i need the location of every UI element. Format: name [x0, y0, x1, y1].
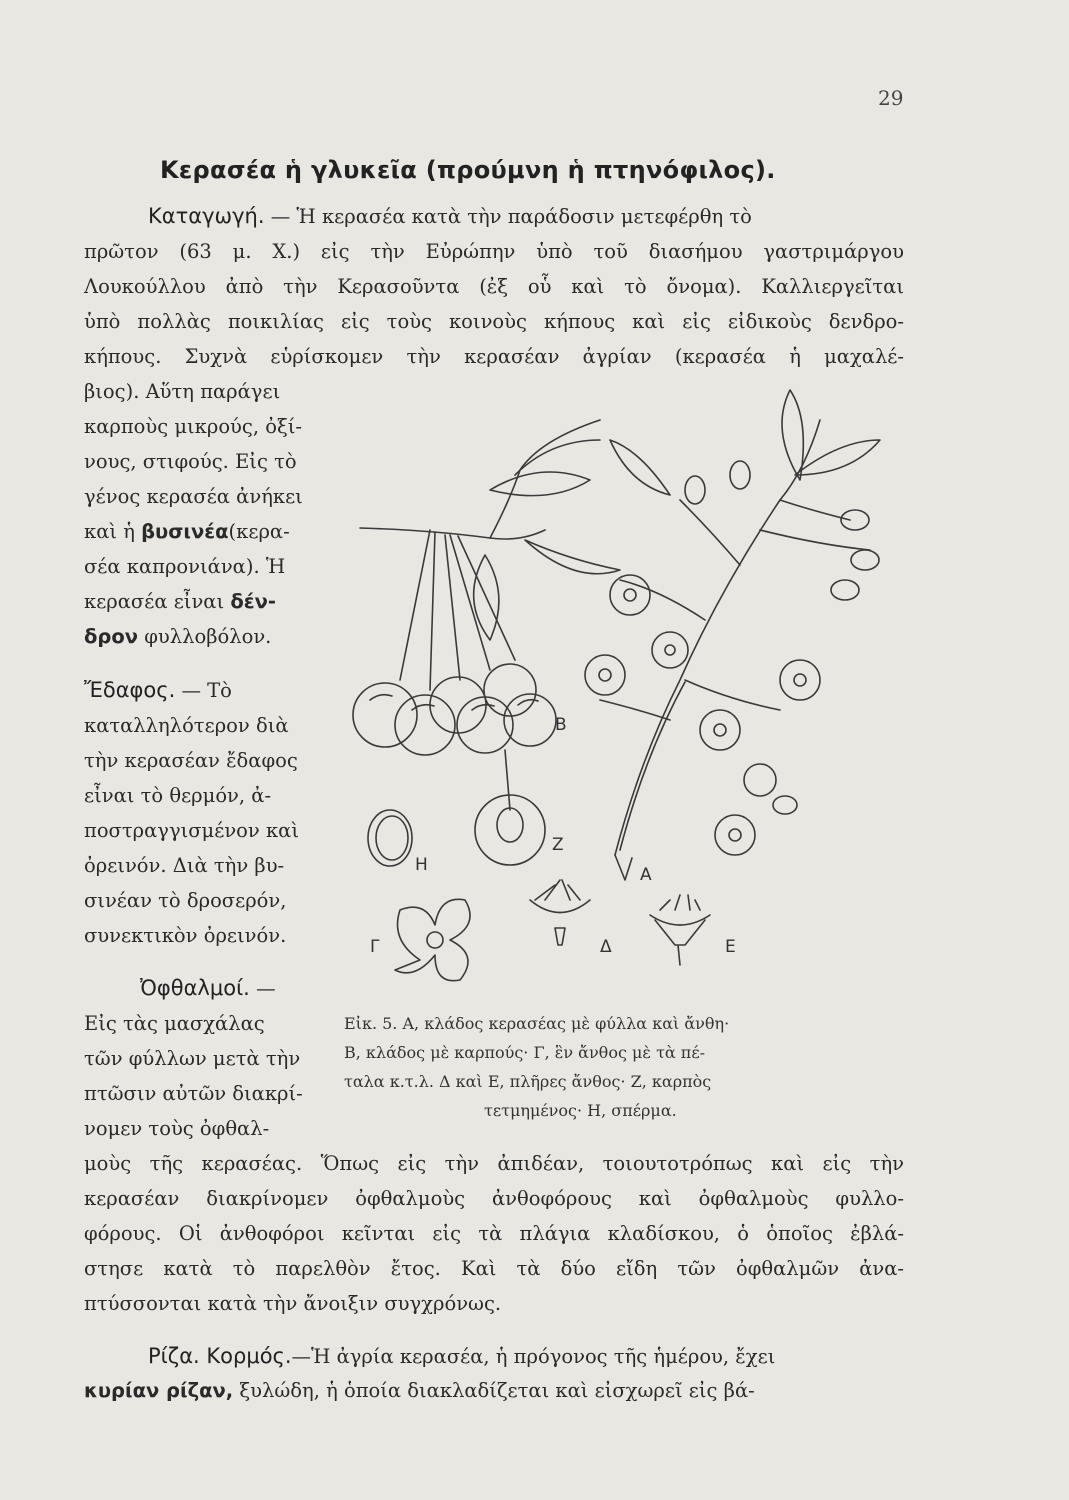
fig-label-z: Ζ: [552, 835, 564, 855]
fig-label-h: Η: [415, 855, 428, 875]
flower-delta: [530, 880, 590, 945]
intro-line-13: δρον φυλλοβόλον.: [84, 625, 272, 648]
buds-line-3: τῶν φύλλων μετὰ τὴν: [84, 1047, 301, 1070]
buds-line-9: στησε κατὰ τὸ παρελθὸν ἔτος. Καὶ τὰ δύο εἴδη τῶν ὀφθαλμῶν ἀνα-: [84, 1257, 904, 1280]
fruit-branch-b: [353, 420, 620, 755]
buds-line-1: Ὀφθαλμοί. —: [140, 976, 276, 1000]
buds-line-5: νομεν τοὺς ὀφθαλ-: [84, 1117, 270, 1140]
page-number: 29: [878, 86, 904, 110]
intro-line-4: ὑπὸ πολλὰς ποικιλίας εἰς τοὺς κοινοὺς κήπους καὶ εἰς εἰδικοὺς δενδρο-: [84, 310, 904, 333]
fig-label-delta: Δ: [600, 937, 612, 957]
soil-line-6: ὀρεινόν. Διὰ τὴν βυ-: [84, 854, 285, 877]
bold-term-root: κυρίαν ρίζαν,: [84, 1379, 234, 1402]
soil-line-2: καταλληλότερον διὰ: [84, 714, 289, 737]
cut-fruit-z: [475, 750, 545, 865]
soil-line-8: συνεκτικὸν ὀρεινόν.: [84, 924, 287, 947]
soil-heading: Ἔδαφος.: [84, 678, 176, 702]
intro-line-10: καὶ ἡ βυσινέα(κερα-: [84, 520, 290, 543]
caption-line-3: ταλα κ.τ.λ. Δ καὶ Ε, πλῆρες ἄνθος· Ζ, καρπὸς: [344, 1072, 712, 1091]
fig-label-a: Α: [640, 865, 652, 885]
caption-line-1: Εἰκ. 5. Α, κλάδος κερασέας μὲ φύλλα καὶ ἄνθη·: [344, 1014, 730, 1033]
buds-line-10: πτύσσονται κατὰ τὴν ἄνοιξιν συγχρόνως.: [84, 1292, 502, 1315]
seed-h: [368, 810, 412, 866]
bold-term-bysinea: βυσινέα: [141, 520, 229, 543]
intro-line-1: Καταγωγή. — Ἡ κερασέα κατὰ τὴν παράδοσιν μετεφέρθη τὸ: [148, 204, 752, 228]
soil-line-4: εἶναι τὸ θερμόν, ἀ-: [84, 784, 272, 807]
soil-line-5: ποστραγγισμένον καὶ: [84, 819, 299, 842]
buds-heading: Ὀφθαλμοί.: [140, 976, 250, 1000]
caption-line-4: τετμημένος· Η, σπέρμα.: [484, 1101, 677, 1120]
fig-label-gamma: Γ: [370, 937, 380, 957]
intro-line-8: νους, στιφούς. Εἰς τὸ: [84, 450, 297, 473]
buds-line-8: φόρους. Οἱ ἀνθοφόροι κεῖνται εἰς τὰ πλάγια κλαδίσκου, ὁ ὁποῖος ἐβλά-: [84, 1222, 904, 1245]
cherry-illustration: [340, 380, 910, 1000]
root-heading: Ρίζα. Κορμός.: [148, 1344, 292, 1368]
intro-heading: Καταγωγή.: [148, 204, 265, 228]
intro-line-9: γένος κερασέα ἀνήκει: [84, 485, 303, 508]
intro-line-2: πρῶτον (63 μ. Χ.) εἰς τὴν Εὐρώπην ὑπὸ τοῦ διασήμου γαστριμάργου: [84, 240, 904, 263]
section-title: Κερασέα ἡ γλυκεῖα (προύμνη ἡ πτηνόφιλος).: [160, 156, 776, 184]
flower-gamma: [395, 899, 470, 980]
intro-line-12: κερασέα εἶναι δέν-: [84, 590, 276, 613]
soil-line-3: τὴν κερασέαν ἔδαφος: [84, 749, 298, 772]
intro-line-6: βιος). Αὕτη παράγει: [84, 380, 281, 403]
buds-line-2: Εἰς τὰς μασχάλας: [84, 1012, 265, 1035]
buds-line-7: κερασέαν διακρίνομεν ὀφθαλμοὺς ἀνθοφόρους καὶ ὀφθαλμοὺς φυλλο-: [84, 1187, 904, 1210]
caption-line-2: Β, κλάδος μὲ καρπούς· Γ, ἓν ἄνθος μὲ τὰ πέ-: [344, 1043, 706, 1062]
fig-label-b: Β: [555, 715, 567, 735]
flower-e: [650, 895, 710, 965]
intro-line-11: σέα καπρονιάνα). Ἡ: [84, 555, 286, 578]
intro-line-7: καρποὺς μικρούς, ὀξί-: [84, 415, 302, 438]
fig-label-e: Ε: [725, 937, 736, 957]
root-line-1: Ρίζα. Κορμός.—Ἡ ἀγρία κερασέα, ἡ πρόγονος τῆς ἡμέρου, ἔχει: [148, 1344, 776, 1368]
buds-line-4: πτῶσιν αὐτῶν διακρί-: [84, 1082, 303, 1105]
root-line-2: κυρίαν ρίζαν, ξυλώδη, ἡ ὁποία διακλαδίζεται καὶ εἰσχωρεῖ εἰς βά-: [84, 1379, 755, 1402]
intro-line-3: Λουκούλλου ἀπὸ τὴν Κερασοῦντα (ἐξ οὗ καὶ τὸ ὄνομα). Καλλιεργεῖται: [84, 275, 904, 298]
soil-line-7: σινέαν τὸ δροσερόν,: [84, 889, 287, 912]
soil-line-1: Ἔδαφος. — Τὸ: [84, 678, 232, 702]
intro-line-5: κήπους. Συχνὰ εὑρίσκομεν τὴν κερασέαν ἀγρίαν (κερασέα ἡ μαχαλέ-: [84, 345, 904, 368]
buds-line-6: μοὺς τῆς κερασέας. Ὅπως εἰς τὴν ἀπιδέαν, τοιουτοτρόπως καὶ εἰς τὴν: [84, 1152, 904, 1175]
flower-group: [585, 575, 820, 855]
bold-term-dendron: δέν-: [230, 590, 276, 613]
flower-branch-a: [585, 390, 880, 880]
